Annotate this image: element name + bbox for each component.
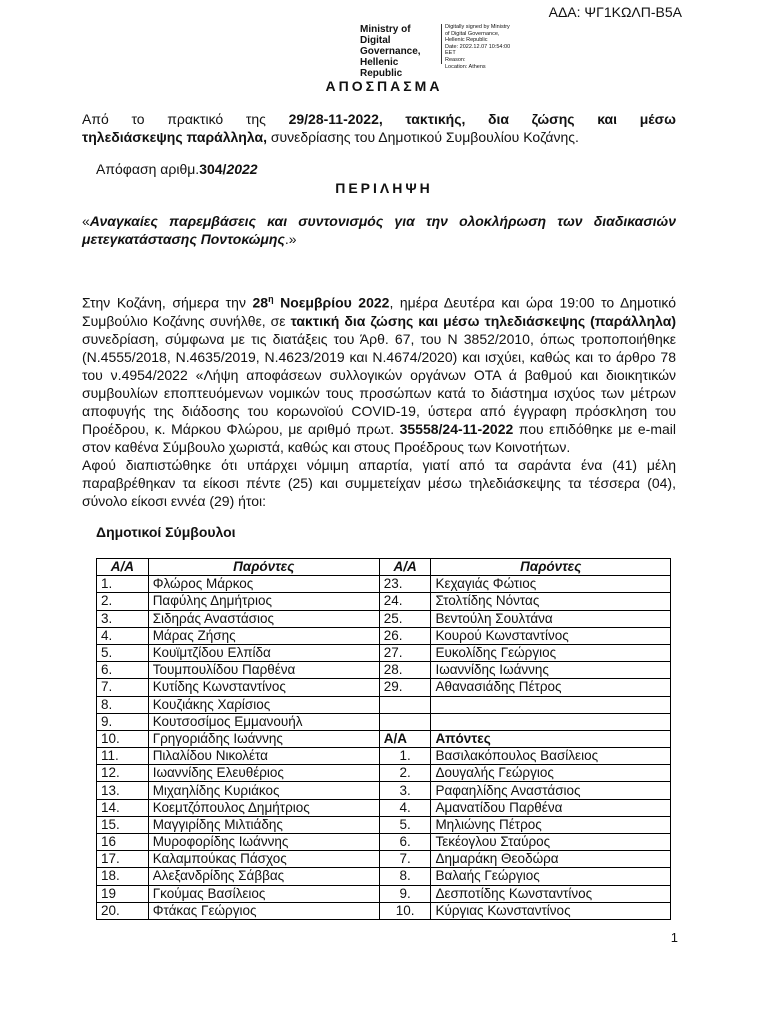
table-row — [97, 885, 671, 902]
member-name: Κουζιάκης Χαρίσιος — [148, 696, 379, 713]
member-name — [431, 696, 671, 713]
member-name: Κεχαγιάς Φώτιος — [431, 576, 671, 593]
signature-divider — [441, 24, 442, 64]
member-name: Αθανασιάδης Πέτρος — [431, 679, 671, 696]
row-number: 2. — [379, 765, 431, 782]
member-name: Γκούμας Βασίλειος — [148, 885, 379, 902]
row-number: 19 — [97, 885, 149, 902]
intro-rest: συνεδρίασης του Δημοτικού Συμβουλίου Κοζάνης. — [266, 129, 579, 145]
header-present: Παρόντες — [431, 559, 671, 576]
table-row — [97, 627, 671, 644]
row-number: 14. — [97, 799, 149, 816]
table-row — [97, 730, 671, 747]
table-row — [97, 610, 671, 627]
member-name: Παφύλης Δημήτριος — [148, 593, 379, 610]
member-name: Ιωαννίδης Ελευθέριος — [148, 765, 379, 782]
member-name: Καλαμπούκας Πάσχος — [148, 851, 379, 868]
member-name: Κοεμτζόπουλος Δημήτριος — [148, 799, 379, 816]
row-number: 3. — [379, 782, 431, 799]
member-name: Δεσποτίδης Κωνσταντίνος — [431, 885, 671, 902]
table-row — [97, 679, 671, 696]
member-name: Βαλαής Γεώργιος — [431, 868, 671, 885]
member-name: Φλώρος Μάρκος — [148, 576, 379, 593]
row-number: 24. — [379, 593, 431, 610]
table-row — [97, 696, 671, 713]
row-number: 4. — [97, 627, 149, 644]
row-number: 18. — [97, 868, 149, 885]
table-row — [97, 662, 671, 679]
row-number: 9. — [97, 713, 149, 730]
subject: «Αναγκαίες παρεμβάσεις και συντονισμός για την ολοκλήρωση των διαδικασιών μετεγκατάστασης Ποντοκώμης.» — [82, 213, 676, 247]
row-number: 1. — [379, 748, 431, 765]
member-name: Μηλιώνης Πέτρος — [431, 816, 671, 833]
member-name: Κουρού Κωνσταντίνος — [431, 627, 671, 644]
row-number: 7. — [379, 851, 431, 868]
member-name: Στολτίδης Νόντας — [431, 593, 671, 610]
section-title: Δημοτικοί Σύμβουλοι — [96, 524, 236, 540]
member-name: Αλεξανδρίδης Σάββας — [148, 868, 379, 885]
member-name: Δημαράκη Θεοδώρα — [431, 851, 671, 868]
member-name: Δουγαλής Γεώργιος — [431, 765, 671, 782]
row-number: 25. — [379, 610, 431, 627]
subject-text: Αναγκαίες παρεμβάσεις και συντονισμός για την ολοκλήρωση των διαδικασιών μετεγκατάστασης Ποντοκώμης — [82, 213, 676, 247]
table-row — [97, 782, 671, 799]
ada-code: ΑΔΑ: ΨΓ1ΚΩΛΠ-Β5Α — [548, 4, 682, 20]
member-name: Κυτίδης Κωνσταντίνος — [148, 679, 379, 696]
digital-signature — [360, 24, 535, 79]
header-present: Παρόντες — [148, 559, 379, 576]
member-name: Μάρας Ζήσης — [148, 627, 379, 644]
row-number: 9. — [379, 885, 431, 902]
row-number — [379, 713, 431, 730]
member-name: Τεκέογλου Σταύρος — [431, 834, 671, 851]
table-row — [97, 748, 671, 765]
signature-details: Digitally signed by Ministry of Digital Governance, Hellenic Republic Date: 2022.12.07 10:54:00 EET Reason: Location: Athens — [445, 24, 511, 70]
header-aa: Α/Α — [97, 559, 149, 576]
row-number: Α/Α — [379, 730, 431, 747]
table-row — [97, 593, 671, 610]
row-number: 28. — [379, 662, 431, 679]
member-name: Κουτσοσίμος Εμμανουήλ — [148, 713, 379, 730]
row-number: 12. — [97, 765, 149, 782]
member-name: Μιχαηλίδης Κυριάκος — [148, 782, 379, 799]
table-row — [97, 868, 671, 885]
member-name — [431, 713, 671, 730]
row-number: 23. — [379, 576, 431, 593]
row-number: 11. — [97, 748, 149, 765]
row-number: 10. — [379, 902, 431, 919]
member-name: Ιωαννίδης Ιωάννης — [431, 662, 671, 679]
table-row — [97, 765, 671, 782]
row-number: 5. — [97, 644, 149, 661]
member-name: Φτάκας Γεώργιος — [148, 902, 379, 919]
document-title: ΑΠΟΣΠΑΣΜΑ — [325, 78, 443, 94]
header-aa: Α/Α — [379, 559, 431, 576]
member-name: Ευκολίδης Γεώργιος — [431, 644, 671, 661]
page-number: 1 — [670, 930, 678, 945]
table-row — [97, 851, 671, 868]
signature-org: Ministry of Digital Governance, Hellenic Republic — [360, 24, 421, 79]
row-number: 13. — [97, 782, 149, 799]
member-name: Αμανατίδου Παρθένα — [431, 799, 671, 816]
row-number: 26. — [379, 627, 431, 644]
member-name: Κουϊμτζίδου Ελπίδα — [148, 644, 379, 661]
member-name: Βασιλακόπουλος Βασίλειος — [431, 748, 671, 765]
row-number — [379, 696, 431, 713]
row-number: 29. — [379, 679, 431, 696]
member-name: Γρηγοριάδης Ιωάννης — [148, 730, 379, 747]
row-number: 4. — [379, 799, 431, 816]
row-number: 8. — [379, 868, 431, 885]
row-number: 1. — [97, 576, 149, 593]
table-row — [97, 576, 671, 593]
intro-paragraph — [82, 110, 676, 146]
members-table — [96, 558, 671, 920]
table-row — [97, 834, 671, 851]
intro-text: Από το πρακτικό της — [82, 111, 289, 127]
row-number: 20. — [97, 902, 149, 919]
summary-title: ΠΕΡΙΛΗΨΗ — [335, 180, 433, 196]
member-name: Μυροφορίδης Ιωάννης — [148, 834, 379, 851]
decision-line: Απόφαση αριθμ.304/2022 — [96, 161, 258, 177]
intro-teleconference: τηλεδιάσκεψης παράλληλα, — [82, 129, 267, 145]
table-row — [97, 816, 671, 833]
row-number: 17. — [97, 851, 149, 868]
table-header-row — [97, 559, 671, 576]
intro-date: 29/28-11-2022, τακτικής, δια ζώσης και μέσω — [288, 111, 676, 127]
member-name: Βεντούλη Σουλτάνα — [431, 610, 671, 627]
member-name: Τουμπουλίδου Παρθένα — [148, 662, 379, 679]
table-row — [97, 713, 671, 730]
row-number: 7. — [97, 679, 149, 696]
row-number: 10. — [97, 730, 149, 747]
row-number: 16 — [97, 834, 149, 851]
member-name: Ραφαηλίδης Αναστάσιος — [431, 782, 671, 799]
row-number: 6. — [97, 662, 149, 679]
body-paragraph: Στην Κοζάνη, σήμερα την $28^\eta$ Νοεμβρίου 2022, ημέρα Δευτέρα και ώρα 19:00 το Δημοτικό Συμβούλιο Κοζάνης συνήλθε, σε τακτική δια ζώσης και μέσω τηλεδιάσκεψης (παράλληλα) συνεδρίαση, σύμφωνα με τις διατάξεις του Άρθ. 67, του Ν 3852/2010, όπως τροποποιήθηκε (Ν.4555/2018, Ν.4635/2019, Ν.4623/2019 και Ν.4674/2020) και ισχύει, καθώς και το άρθρο 78 του ν.4954/2022 «Λήψη αποφάσεων συλλογικών οργάνων ΟΤΑ ά βαθμού και διοικητικών συμβουλίων εποπτευόμενων νομικών τους προσώπων κατά το διάστημα ισχύος των μέτρων αποφυγής της διάδοσης του κορωνοϊού COVID-19, ύστερα από έγγραφη πρόσκληση του Προέδρου, κ. Μάρκου Φλώρου, με αριθμό πρωτ. 35558/24-11-2022 που επιδόθηκε με e-mail στον καθένα Σύμβουλο χωριστά, καθώς και στους Προέδρους των Κοινοτήτων. Αφού διαπιστώθηκε ότι υπάρχει νόμιμη απαρτία, γιατί από τα σαράντα ένα (41) μέλη παραβρέθηκαν τα είκοσι πέντε (25) και συμμετείχαν μέσω τηλεδιάσκεψης τα τέσσερα (04), σύνολο είκοσι εννέα (29) ήτοι: — [82, 294, 677, 509]
row-number: 2. — [97, 593, 149, 610]
row-number: 27. — [379, 644, 431, 661]
table-row — [97, 644, 671, 661]
row-number: 15. — [97, 816, 149, 833]
member-name: Μαγγιρίδης Μιλτιάδης — [148, 816, 379, 833]
member-name: Απόντες — [431, 730, 671, 747]
row-number: 6. — [379, 834, 431, 851]
member-name: Κύργιας Κωνσταντίνος — [431, 902, 671, 919]
table-row — [97, 902, 671, 919]
row-number: 3. — [97, 610, 149, 627]
member-name: Πιλαλίδου Νικολέτα — [148, 748, 379, 765]
member-name: Σιδηράς Αναστάσιος — [148, 610, 379, 627]
row-number: 8. — [97, 696, 149, 713]
row-number: 5. — [379, 816, 431, 833]
table-row — [97, 799, 671, 816]
